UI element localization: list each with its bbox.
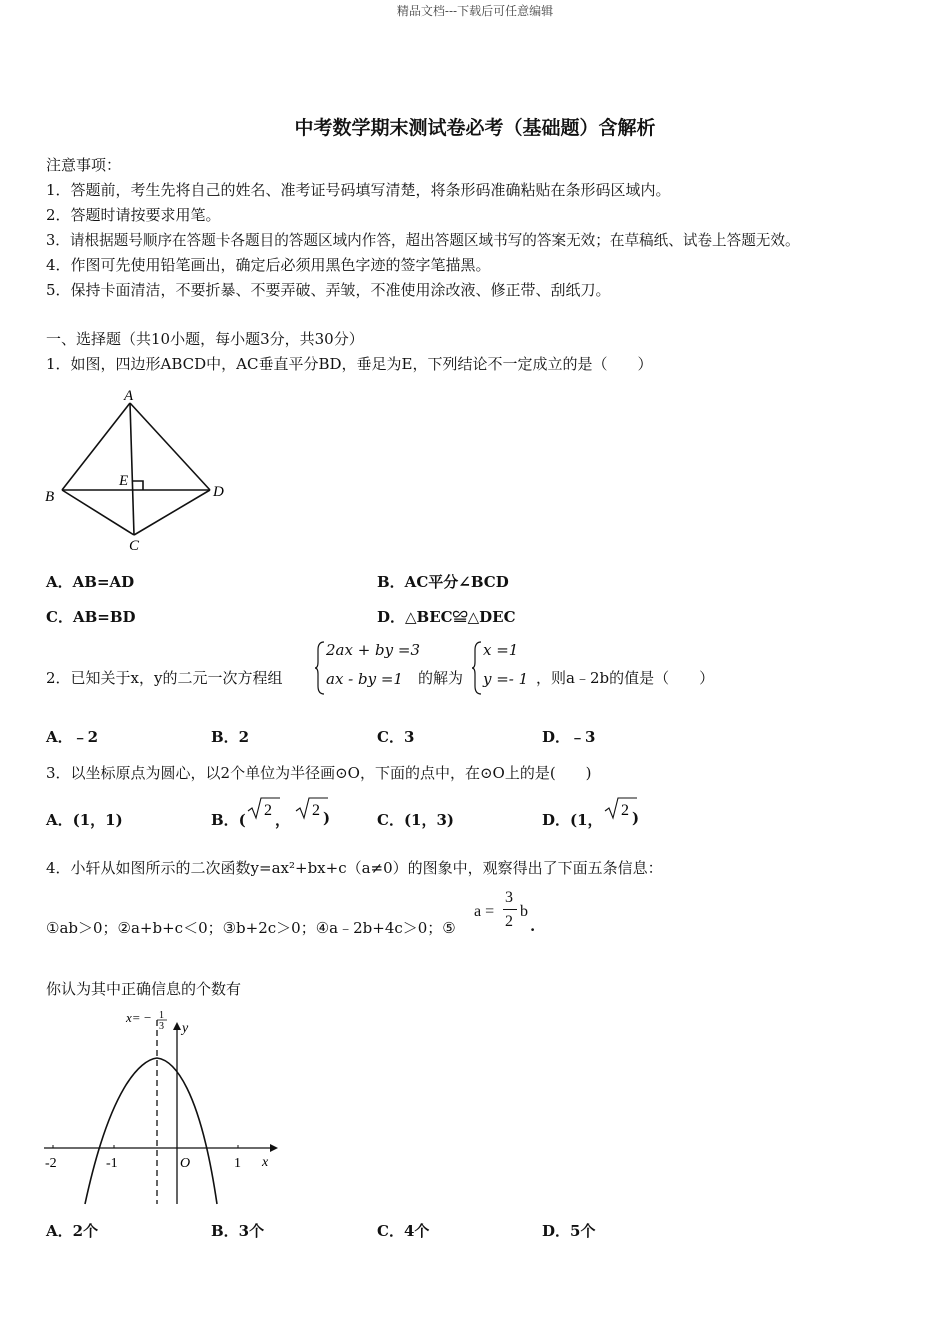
q4-parabola-graph (40, 1008, 285, 1212)
q2-system-brace (314, 640, 326, 696)
q4-frac-num: 3 (505, 889, 513, 906)
q3-b-sqrt-2: 2 (312, 802, 320, 819)
notice-item-4: 4．作图可先使用铅笔画出，确定后必须用黑色字迹的签字笔描黑。 (46, 256, 491, 274)
q3-option-d[interactable] (542, 794, 652, 830)
q1-label-a: A (124, 388, 134, 404)
q1-option-c[interactable]: C．AB=BD (46, 608, 136, 626)
q4-option-b[interactable]: B．3个 (211, 1222, 265, 1240)
q3-option-b-comma: ， (275, 811, 291, 829)
q2-solution-x: x =1 (483, 641, 519, 659)
page-header: 精品文档---下载后可任意编辑 (396, 4, 554, 18)
notice-item-1: 1．答题前，考生先将自己的姓名、准考证号码填写清楚，将条形码准确粘贴在条形码区域内。 (46, 181, 671, 199)
q4-period: . (530, 917, 536, 935)
q1-label-b: B (45, 489, 55, 505)
q4-tick-1: 1 (234, 1156, 241, 1171)
q4-y-label: y (182, 1021, 189, 1036)
q3-option-d-close: ) (632, 809, 640, 827)
q3-option-d-prefix: D．(1， (542, 811, 603, 829)
q4-axis-frac-den: 3 (159, 1021, 164, 1032)
q4-frac-lhs: a = (474, 903, 495, 920)
notice-item-2: 2．答题时请按要求用笔。 (46, 206, 221, 224)
q1-option-d[interactable]: D．△BEC≌△DEC (377, 608, 516, 626)
q2-solution-brace (471, 640, 483, 696)
q2-option-b[interactable]: B．2 (211, 728, 250, 746)
q2-option-d[interactable]: D．﹣3 (542, 728, 596, 746)
q4-axis-minus: − (144, 1010, 152, 1025)
q1-stem: 1．如图，四边形ABCD中，AC垂直平分BD，垂足为E，下列结论不一定成立的是（ ） (46, 355, 653, 373)
q2-system-eq2: ax - by =1 (326, 670, 403, 688)
q3-stem: 3．以坐标原点为圆心，以2个单位为半径画⊙O，下面的点中，在⊙O上的是( ) (46, 764, 592, 782)
q4-option-d[interactable]: D．5个 (542, 1222, 596, 1240)
q4-frac-bar (503, 909, 517, 910)
q2-system-eq1: 2ax + by =3 (326, 641, 421, 659)
q3-option-c[interactable]: C．(1，3) (377, 811, 455, 829)
q4-tick-origin: O (180, 1156, 191, 1171)
q1-option-a[interactable]: A．AB=AD (46, 573, 135, 591)
q2-option-a[interactable]: A．﹣2 (46, 728, 99, 746)
q2-solution-y: y =- 1 (483, 670, 529, 688)
q4-option-c[interactable]: C．4个 (377, 1222, 430, 1240)
q4-option-a[interactable]: A．2个 (46, 1222, 99, 1240)
page-title: 中考数学期末测试卷必考（基础题）含解析 (294, 117, 656, 139)
q4-stem: 4．小轩从如图所示的二次函数y=ax²+bx+c（a≠0）的图象中，观察得出了下面五条信息： (46, 859, 663, 877)
q1-label-d: D (213, 484, 224, 500)
notice-item-5: 5．保持卡面清洁，不要折暴、不要弄破、弄皱，不准使用涂改液、修正带、刮纸刀。 (46, 281, 611, 299)
q3-option-b-prefix: B．( (211, 811, 246, 829)
q3-option-a[interactable]: A．(1，1) (46, 811, 123, 829)
q1-label-c: C (129, 538, 140, 554)
q1-option-b[interactable]: B．AC平分∠BCD (377, 573, 509, 591)
q4-axis-label: x= (126, 1010, 141, 1025)
q4-frac-rhs: b (520, 903, 528, 920)
q2-stem-post: ，则a﹣2b的值是（ ） (536, 669, 715, 687)
q2-option-c[interactable]: C．3 (377, 728, 415, 746)
q4-axis-frac-num: 1 (159, 1010, 164, 1021)
q4-x-label: x (262, 1155, 269, 1170)
q4-info: ①ab＞0；②a+b+c＜0；③b+2c＞0；④a﹣2b+4c＞0；⑤ (46, 919, 456, 937)
q2-system (326, 640, 426, 696)
notice-item-3: 3．请根据题号顺序在答题卡各题目的答题区域内作答，超出答题区域书写的答案无效；在草稿纸、试卷上答题无效。 (46, 232, 800, 249)
section-heading: 一、选择题（共10小题，每小题3分，共30分） (46, 330, 364, 348)
q3-option-b-close: ) (323, 809, 331, 827)
notice-heading: 注意事项： (46, 156, 122, 174)
q1-label-e: E (119, 473, 129, 489)
q4-tick-neg2: -2 (45, 1156, 57, 1171)
q3-option-b[interactable] (211, 794, 336, 830)
q2-solution (483, 640, 543, 696)
q1-figure (40, 385, 240, 555)
q2-stem-pre: 2．已知关于x，y的二元一次方程组 (46, 669, 283, 687)
q4-tick-neg1: -1 (106, 1156, 118, 1171)
q3-d-sqrt: 2 (621, 802, 629, 819)
q4-prompt: 你认为其中正确信息的个数有 (46, 980, 242, 998)
q3-b-sqrt-1: 2 (264, 802, 272, 819)
q2-stem-mid: 的解为 (418, 669, 464, 687)
q4-fraction (474, 888, 536, 938)
q4-frac-den: 2 (505, 913, 513, 930)
